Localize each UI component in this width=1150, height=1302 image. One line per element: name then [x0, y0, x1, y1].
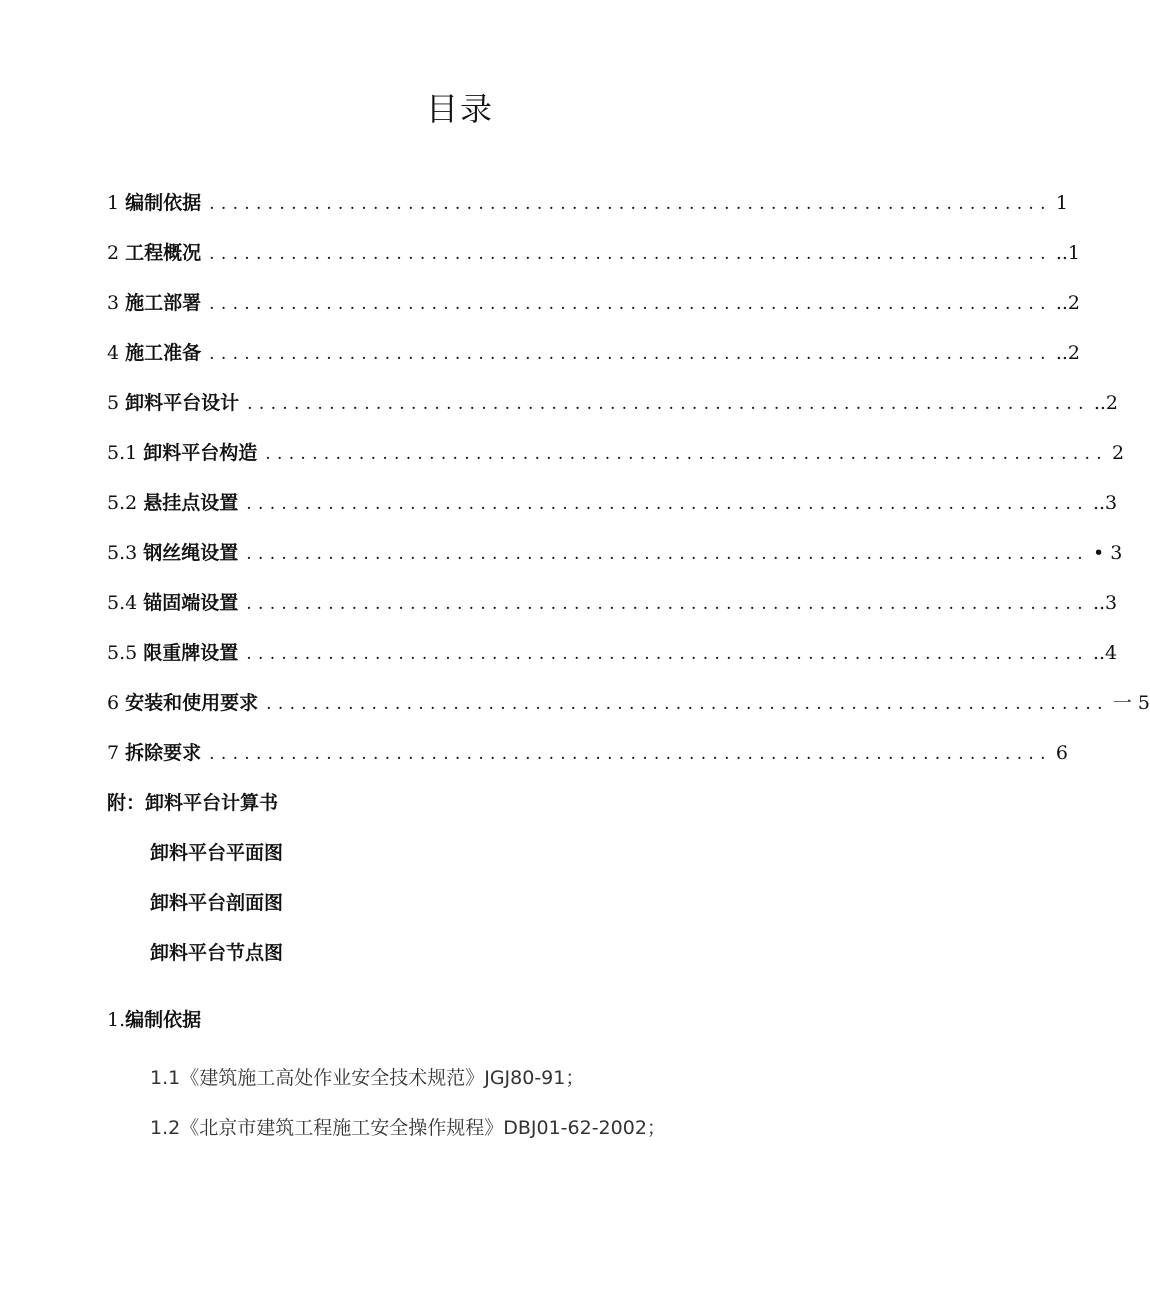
toc-entry-number: 5.1	[107, 442, 144, 464]
toc-entry-title: 悬挂点设置	[143, 492, 239, 514]
toc-entry-title: 卸料平台构造	[143, 442, 258, 464]
toc-dot-leader: ........................................................................	[246, 594, 1089, 614]
toc-entry-title: 施工准备	[125, 342, 202, 364]
toc-page-number: ..3	[1092, 592, 1118, 614]
toc-entry-title: 锚固端设置	[143, 592, 239, 614]
toc-page-number: ..1	[1055, 242, 1081, 264]
toc-page-number: ..3	[1092, 492, 1118, 514]
toc-entry-label	[107, 438, 257, 465]
toc-entry-number: 5	[107, 392, 126, 414]
reference-item: 1.1《建筑施工高处作业安全技术规范》JGJ80-91；	[150, 1067, 585, 1089]
toc-entry[interactable]	[107, 738, 1068, 788]
toc-entry[interactable]	[107, 638, 1118, 688]
toc-dot-leader: ........................................................................	[265, 444, 1108, 464]
toc-entry[interactable]	[107, 188, 1068, 238]
toc-entry-title: 卸料平台设计	[125, 392, 240, 414]
toc-entry-title: 拆除要求	[125, 742, 202, 764]
toc-entry-title: 工程概况	[125, 242, 202, 264]
toc-page-number: ..4	[1092, 642, 1118, 664]
toc-entry-label	[107, 338, 201, 365]
toc-dot-leader: ........................................................................	[246, 644, 1089, 664]
toc-entry-number: 5.4	[107, 592, 144, 614]
toc-entry-number: 5.3	[107, 542, 144, 564]
toc-dot-leader: ........................................................................	[247, 394, 1090, 414]
toc-entry[interactable]	[107, 338, 1081, 388]
toc-entry-number: 5.5	[107, 642, 144, 664]
toc-entry[interactable]	[107, 688, 1150, 738]
page-title: 目录	[425, 90, 494, 128]
toc-dot-leader: ........................................................................	[266, 694, 1109, 714]
toc-entry[interactable]	[107, 288, 1081, 338]
toc-dot-leader: ........................................................................	[209, 344, 1052, 364]
toc-entry-title: 施工部署	[125, 292, 202, 314]
appendix-item[interactable]: 卸料平台节点图	[150, 942, 284, 964]
toc-page-number: 1	[1055, 192, 1068, 214]
toc-entry[interactable]	[107, 238, 1081, 288]
toc-entry[interactable]	[107, 438, 1125, 488]
section-heading	[107, 1005, 666, 1063]
toc-entry-number: 6	[107, 692, 126, 714]
toc-entry-label	[107, 738, 201, 765]
toc-entry-number: 5.2	[107, 492, 144, 514]
appendix-item[interactable]: 卸料平台剖面图	[150, 892, 284, 914]
toc-entry-title: 限重牌设置	[143, 642, 239, 664]
section-basis	[107, 1005, 666, 1163]
toc-page-number: 6	[1055, 742, 1068, 764]
toc-page-number: ..2	[1055, 292, 1081, 314]
toc-dot-leader: ........................................................................	[209, 744, 1052, 764]
appendix-list	[107, 788, 283, 988]
section-number: 1.	[107, 1009, 126, 1031]
toc-entry-label	[107, 688, 258, 715]
toc-page-number: 2	[1111, 442, 1125, 464]
toc-dot-leader: ........................................................................	[246, 544, 1089, 564]
toc-entry-label	[107, 288, 201, 315]
toc-entry[interactable]	[107, 538, 1123, 588]
toc-entry-label	[107, 488, 238, 515]
toc-entry[interactable]	[107, 588, 1118, 638]
toc-entry-label	[107, 588, 238, 615]
toc-entry[interactable]	[107, 488, 1118, 538]
toc-entry[interactable]	[107, 388, 1119, 438]
toc-entry-number: 7	[107, 742, 126, 764]
toc-entry-label	[107, 238, 201, 265]
toc-dot-leader: ........................................................................	[209, 194, 1052, 214]
section-title: 编制依据	[125, 1009, 202, 1031]
toc-entry-number: 1	[107, 192, 126, 214]
toc-entry-label	[107, 538, 238, 565]
toc-entry-number: 2	[107, 242, 126, 264]
toc-page-number: • 3	[1092, 542, 1123, 564]
appendix-item[interactable]: 卸料平台平面图	[150, 842, 284, 864]
toc-page-number: ..2	[1093, 392, 1119, 414]
appendix-lead[interactable]: 附：卸料平台计算书	[107, 792, 279, 814]
table-of-contents	[107, 188, 1150, 788]
toc-entry-number: 3	[107, 292, 126, 314]
toc-entry-title: 安装和使用要求	[125, 692, 259, 714]
toc-entry-number: 4	[107, 342, 126, 364]
toc-dot-leader: ........................................................................	[246, 494, 1089, 514]
toc-page-number: 一 5	[1112, 692, 1150, 714]
toc-entry-label	[107, 638, 238, 665]
toc-dot-leader: ........................................................................	[209, 244, 1052, 264]
toc-page-number: ..2	[1055, 342, 1081, 364]
toc-entry-label	[107, 188, 201, 215]
toc-entry-label	[107, 388, 239, 415]
toc-entry-title: 钢丝绳设置	[143, 542, 239, 564]
toc-dot-leader: ........................................................................	[209, 294, 1052, 314]
reference-item: 1.2《北京市建筑工程施工安全操作规程》DBJ01-62-2002；	[150, 1117, 666, 1139]
toc-entry-title: 编制依据	[125, 192, 202, 214]
